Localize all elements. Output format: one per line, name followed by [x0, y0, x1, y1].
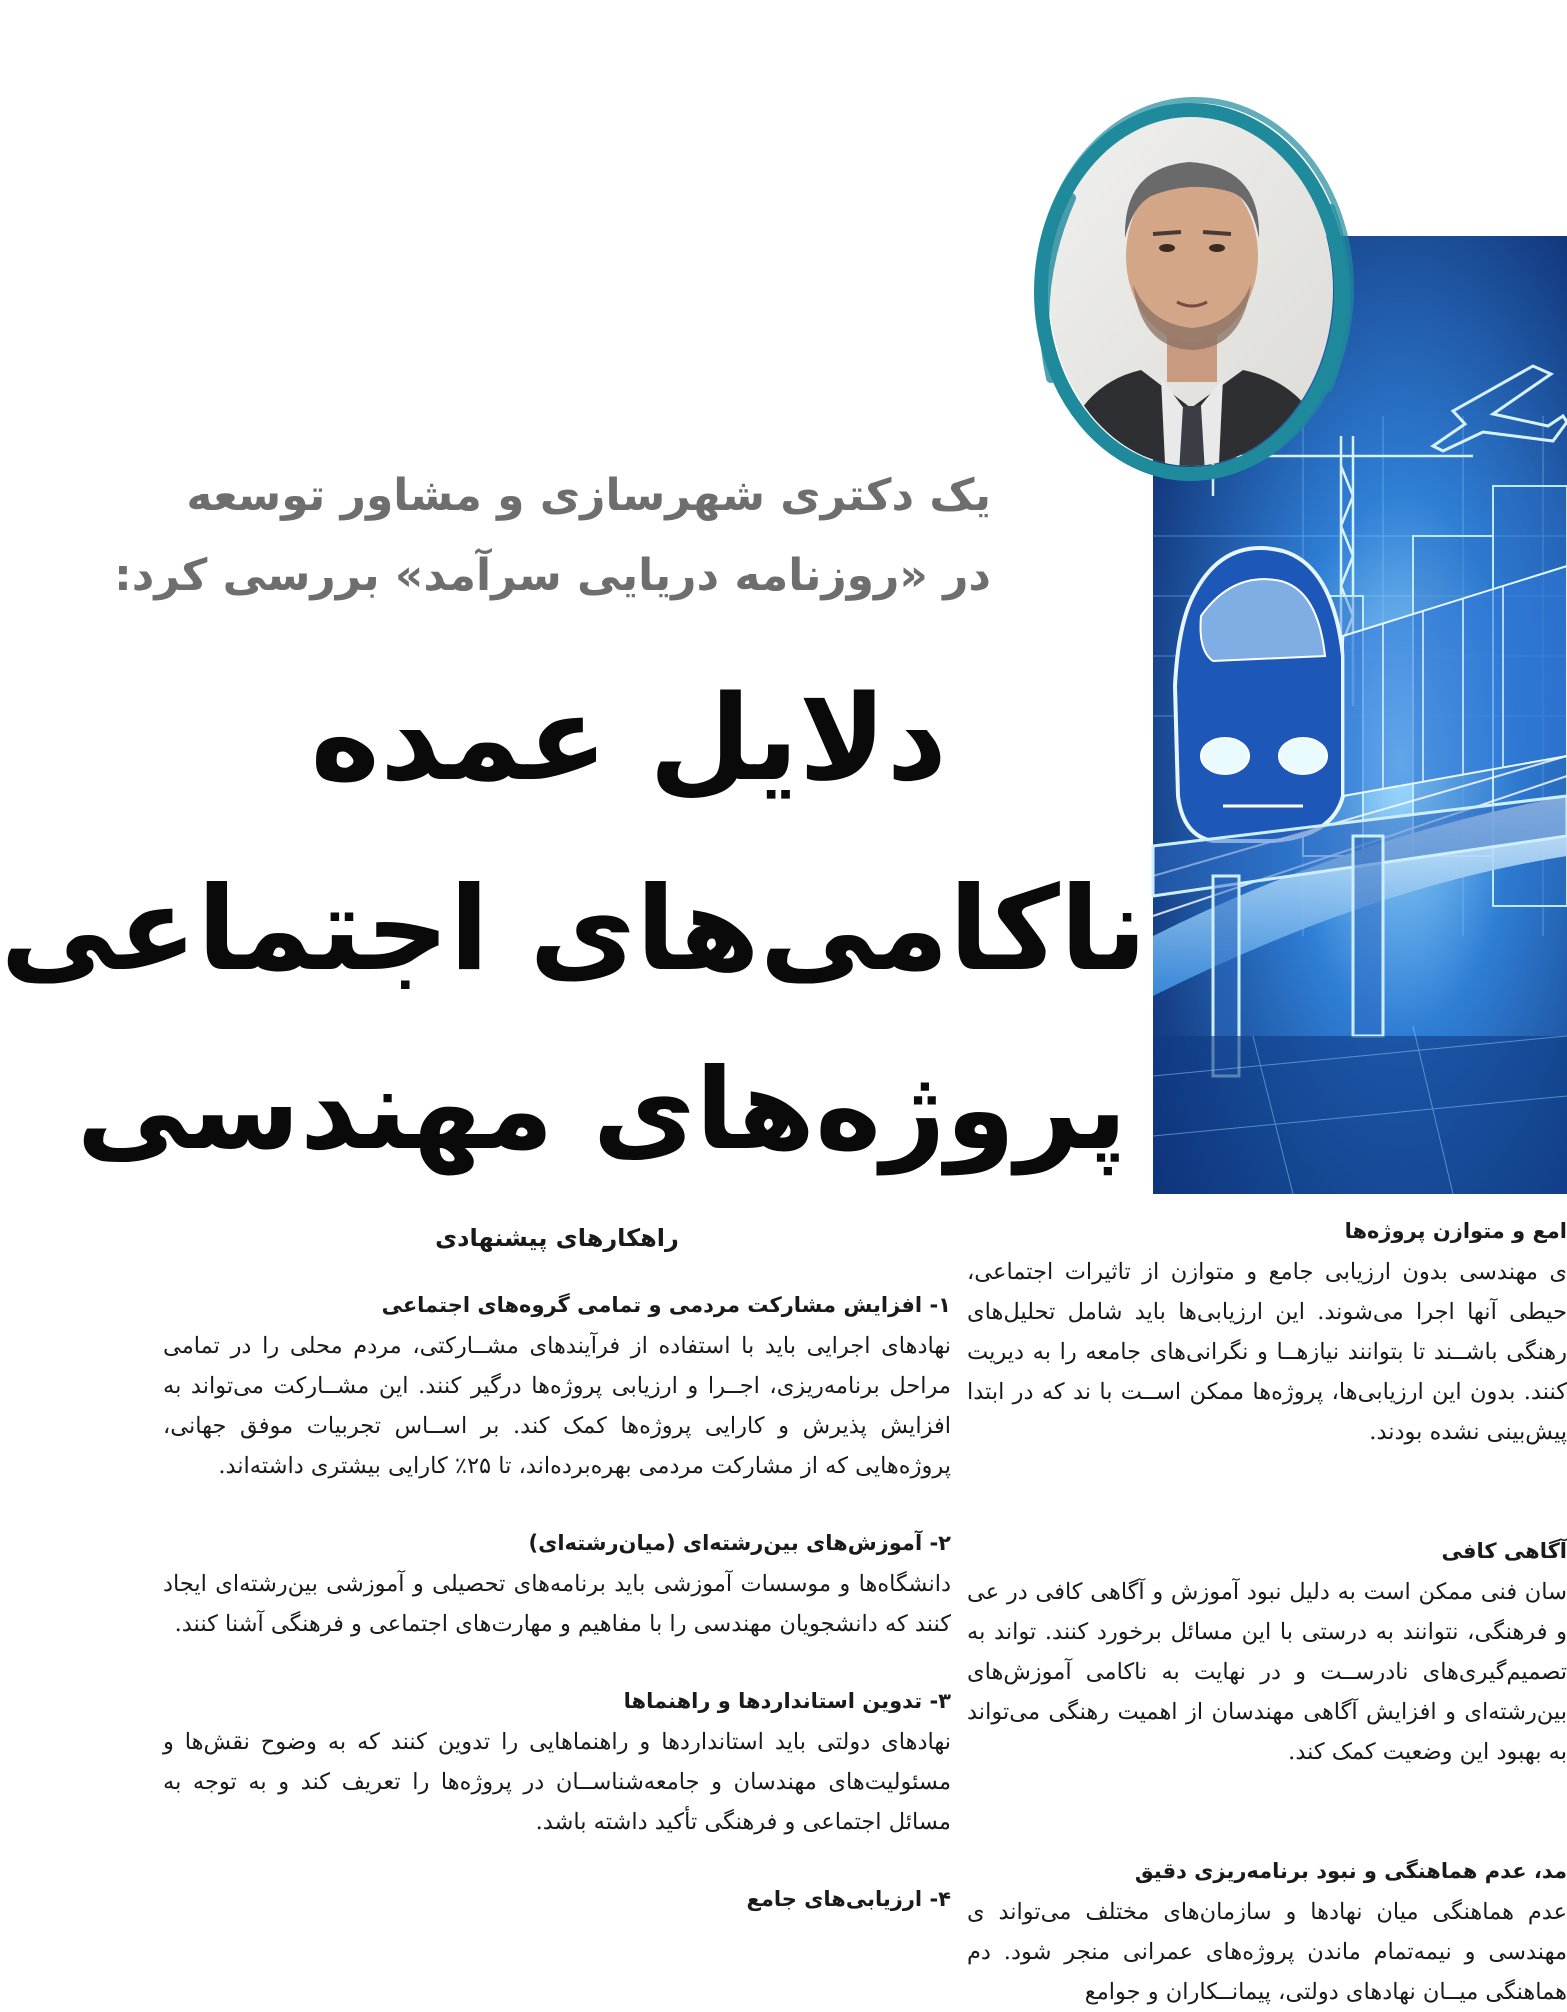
- paragraph: ی مهندسی بدون ارزیابی جامع و متوازن از تاثیرات اجتماعی، حیطی آنها اجرا می‌شوند. این ارزیابی‌ها باید شامل تحلیل‌های رهنگی باشــند تا بتوانند نیازهــا و نگرانی‌های جامعه را به دیریت کنند. بدون این ارزیابی‌ها، پروژه‌ها ممکن اســت با ند که در ابتدا پیش‌بینی نشده بودند.: [967, 1259, 1567, 1445]
- paragraph: نهادهای اجرایی باید با استفاده از فرآیندهای مشــارکتی، مردم محلی را در تمامی مراحل برنامه‌ریزی، اجــرا و ارزیابی پروژه‌ها درگیر کنند. این مشــارکت می‌تواند به افزایش پذیرش و کارایی پروژه‌ها کمک کند. بر اســاس تجربیات موفق جهانی، پروژه‌هایی که از مشارکت مردمی بهره‌برده‌اند، تا ۲۵٪ کارایی بیشتری داشته‌اند.: [163, 1333, 951, 1479]
- subheading: ۱- افزایش مشارکت مردمی و تمامی گروه‌های اجتماعی: [381, 1293, 951, 1317]
- headline-line-3: پروژه‌های مهندسی: [76, 1045, 1127, 1175]
- subheading: مد، عدم هماهنگی و نبود برنامه‌ریزی دقیق: [1134, 1859, 1567, 1883]
- headline-line-2: ناکامی‌های اجتماعی: [0, 862, 1147, 997]
- paragraph: نهادهای دولتی باید استانداردها و راهنماهایی را تدوین کنند که به وضوح نقش‌ها و مسئولیت‌های مهندسان و جامعه‌شناســان در پروژه‌ها را تعریف کند و به توجه به مسائل اجتماعی و فرهنگی تأکید داشته باشد.: [163, 1729, 951, 1835]
- subheading: امع و متوازن پروژه‌ها: [1344, 1219, 1567, 1243]
- subheading: ۲- آموزش‌های بین‌رشته‌ای (میان‌رشته‌ای): [528, 1531, 951, 1555]
- subheading: ۳- تدوین استانداردها و راهنماها: [623, 1689, 951, 1713]
- paragraph: سان فنی ممکن است به دلیل نبود آموزش و آگاهی کافی در عی و فرهنگی، نتوانند به درستی با این مسائل برخورد کنند. تواند به تصمیم‌گیری‌های نادرســت و در نهایت به ناکامی آموزش‌های بین‌رشته‌ای و افزایش آگاهی مهندسان از اهمیت رهنگی می‌تواند به بهبود این وضعیت کمک کند.: [967, 1579, 1567, 1765]
- paragraph: دانشگاه‌ها و موسسات آموزشی باید برنامه‌های تحصیلی و آموزشی بین‌رشته‌ای ایجاد کنند که دانشجویان مهندسی را با مفاهیم و مهارت‌های اجتماعی و فرهنگی آشنا کنند.: [163, 1571, 951, 1637]
- subheading: آگاهی کافی: [1441, 1539, 1567, 1563]
- section-heading: راهکارهای پیشنهادی: [435, 1224, 679, 1252]
- right-body-column-cropped: [967, 1210, 1567, 2005]
- left-body-column: [163, 1218, 951, 1956]
- author-portrait: [1011, 88, 1375, 506]
- paragraph: عدم هماهنگی میان نهادها و سازمان‌های مختلف می‌تواند ی مهندسی و نیمه‌تمام ماندن پروژه‌های عمرانی منجر شود. دم هماهنگی میــان نهادهای دولتی، پیمانــکاران و جوامع: [967, 1899, 1567, 2005]
- kicker-line-1: یک دکتری شهرسازی و مشاور توسعه: [186, 470, 991, 521]
- headline-line-1: دلایل عمده: [310, 669, 947, 807]
- subheading: ۴- ارزیابی‌های جامع: [746, 1887, 951, 1911]
- kicker-line-2: در «روزنامه دریایی سرآمد» بررسی کرد:: [114, 550, 991, 601]
